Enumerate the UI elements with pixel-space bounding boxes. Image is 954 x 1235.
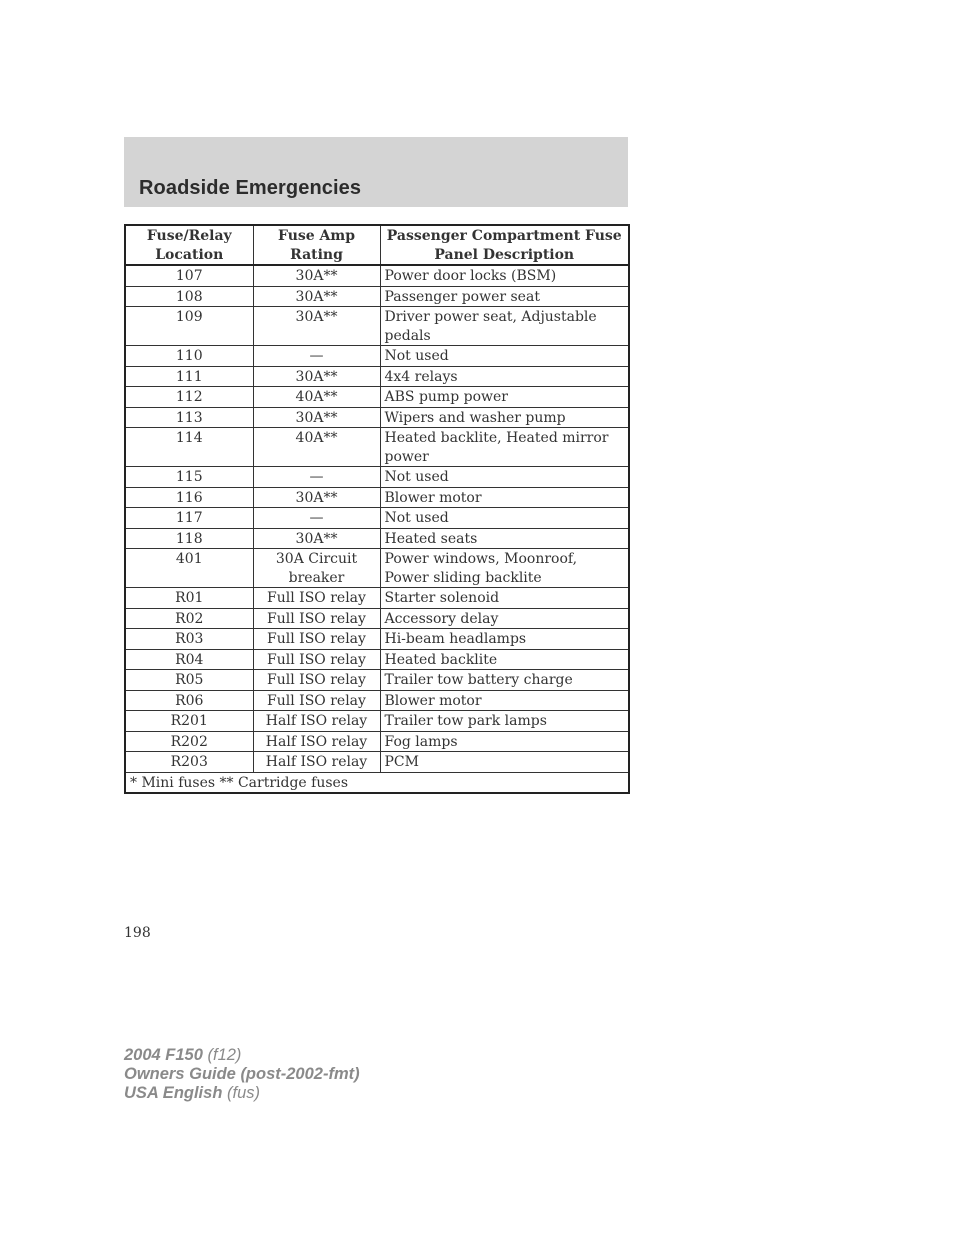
table-row (125, 731, 629, 752)
footer-language-code: (fus) (227, 1084, 260, 1102)
fuse-location-cell: 113 (125, 407, 253, 428)
fuse-description-cell: Blower motor (380, 487, 629, 508)
fuse-rating-cell: Full ISO relay (253, 608, 380, 629)
fuse-location-cell: 401 (125, 549, 253, 588)
fuse-location-cell: R201 (125, 711, 253, 732)
fuse-rating-cell: 30A** (253, 366, 380, 387)
table-row (125, 366, 629, 387)
fuse-rating-cell: 30A** (253, 307, 380, 346)
table-row (125, 690, 629, 711)
fuse-location-cell: 116 (125, 487, 253, 508)
fuse-location-cell: R03 (125, 629, 253, 650)
table-row (125, 752, 629, 773)
fuse-rating-cell: — (253, 346, 380, 367)
fuse-location-cell: 111 (125, 366, 253, 387)
fuse-location-cell: 117 (125, 508, 253, 529)
fuse-rating-cell: Full ISO relay (253, 629, 380, 650)
fuse-table-body (125, 265, 629, 772)
fuse-rating-cell: Half ISO relay (253, 731, 380, 752)
fuse-table-footnote-row (125, 772, 629, 793)
table-row (125, 549, 629, 588)
table-row (125, 286, 629, 307)
footer-model-code: (f12) (207, 1046, 242, 1064)
fuse-location-cell: R202 (125, 731, 253, 752)
table-row (125, 407, 629, 428)
fuse-rating-cell: Half ISO relay (253, 711, 380, 732)
table-row (125, 608, 629, 629)
fuse-description-cell: Accessory delay (380, 608, 629, 629)
fuse-rating-cell: 30A** (253, 286, 380, 307)
fuse-description-cell: Wipers and washer pump (380, 407, 629, 428)
fuse-description-cell: Heated backlite, Heated mirror power (380, 428, 629, 467)
fuse-rating-cell: — (253, 508, 380, 529)
fuse-description-cell: Trailer tow park lamps (380, 711, 629, 732)
table-row (125, 467, 629, 488)
fuse-rating-cell: 30A Circuit breaker (253, 549, 380, 588)
fuse-location-cell: R05 (125, 670, 253, 691)
fuse-rating-cell: Full ISO relay (253, 670, 380, 691)
fuse-rating-cell: Full ISO relay (253, 649, 380, 670)
table-row (125, 629, 629, 650)
footer-guide: Owners Guide (post-2002-fmt) (124, 1065, 360, 1083)
fuse-description-cell: 4x4 relays (380, 366, 629, 387)
table-row (125, 711, 629, 732)
page-number: 198 (124, 925, 151, 941)
fuse-description-cell: PCM (380, 752, 629, 773)
table-row (125, 508, 629, 529)
fuse-description-cell: Power windows, Moonroof, Power sliding backlite (380, 549, 629, 588)
table-row (125, 487, 629, 508)
fuse-location-cell: 108 (125, 286, 253, 307)
fuse-location-cell: 107 (125, 265, 253, 286)
table-row (125, 588, 629, 609)
fuse-location-cell: 109 (125, 307, 253, 346)
fuse-description-cell: Heated seats (380, 528, 629, 549)
footer-language: USA English (124, 1084, 223, 1102)
fuse-description-cell: Not used (380, 508, 629, 529)
header-description: Passenger Compartment Fuse Panel Description (380, 225, 629, 265)
table-row (125, 387, 629, 408)
fuse-description-cell: ABS pump power (380, 387, 629, 408)
fuse-rating-cell: 30A** (253, 487, 380, 508)
fuse-location-cell: 114 (125, 428, 253, 467)
fuse-location-cell: R02 (125, 608, 253, 629)
fuse-location-cell: 118 (125, 528, 253, 549)
fuse-table (124, 224, 630, 794)
table-row (125, 265, 629, 286)
fuse-location-cell: 112 (125, 387, 253, 408)
fuse-rating-cell: 30A** (253, 407, 380, 428)
fuse-rating-cell: 30A** (253, 528, 380, 549)
fuse-rating-cell: — (253, 467, 380, 488)
fuse-table-header-row (125, 225, 629, 265)
fuse-location-cell: 115 (125, 467, 253, 488)
fuse-description-cell: Heated backlite (380, 649, 629, 670)
fuse-location-cell: 110 (125, 346, 253, 367)
fuse-description-cell: Power door locks (BSM) (380, 265, 629, 286)
fuse-description-cell: Not used (380, 467, 629, 488)
fuse-location-cell: R01 (125, 588, 253, 609)
fuse-table-footnote: * Mini fuses ** Cartridge fuses (125, 772, 629, 793)
fuse-rating-cell: 30A** (253, 265, 380, 286)
section-title: Roadside Emergencies (139, 177, 362, 199)
fuse-rating-cell: 40A** (253, 387, 380, 408)
table-row (125, 649, 629, 670)
section-header-band (124, 137, 628, 207)
table-row (125, 346, 629, 367)
fuse-description-cell: Hi-beam headlamps (380, 629, 629, 650)
fuse-description-cell: Starter solenoid (380, 588, 629, 609)
document-footer (124, 1046, 360, 1103)
fuse-rating-cell: Half ISO relay (253, 752, 380, 773)
fuse-description-cell: Blower motor (380, 690, 629, 711)
fuse-rating-cell: Full ISO relay (253, 588, 380, 609)
header-rating: Fuse Amp Rating (253, 225, 380, 265)
fuse-description-cell: Not used (380, 346, 629, 367)
header-location: Fuse/Relay Location (125, 225, 253, 265)
table-row (125, 428, 629, 467)
fuse-description-cell: Trailer tow battery charge (380, 670, 629, 691)
fuse-description-cell: Driver power seat, Adjustable pedals (380, 307, 629, 346)
table-row (125, 528, 629, 549)
fuse-rating-cell: Full ISO relay (253, 690, 380, 711)
fuse-location-cell: R06 (125, 690, 253, 711)
fuse-rating-cell: 40A** (253, 428, 380, 467)
fuse-location-cell: R203 (125, 752, 253, 773)
footer-model: 2004 F150 (124, 1046, 203, 1064)
table-row (125, 307, 629, 346)
fuse-description-cell: Fog lamps (380, 731, 629, 752)
fuse-location-cell: R04 (125, 649, 253, 670)
fuse-description-cell: Passenger power seat (380, 286, 629, 307)
table-row (125, 670, 629, 691)
